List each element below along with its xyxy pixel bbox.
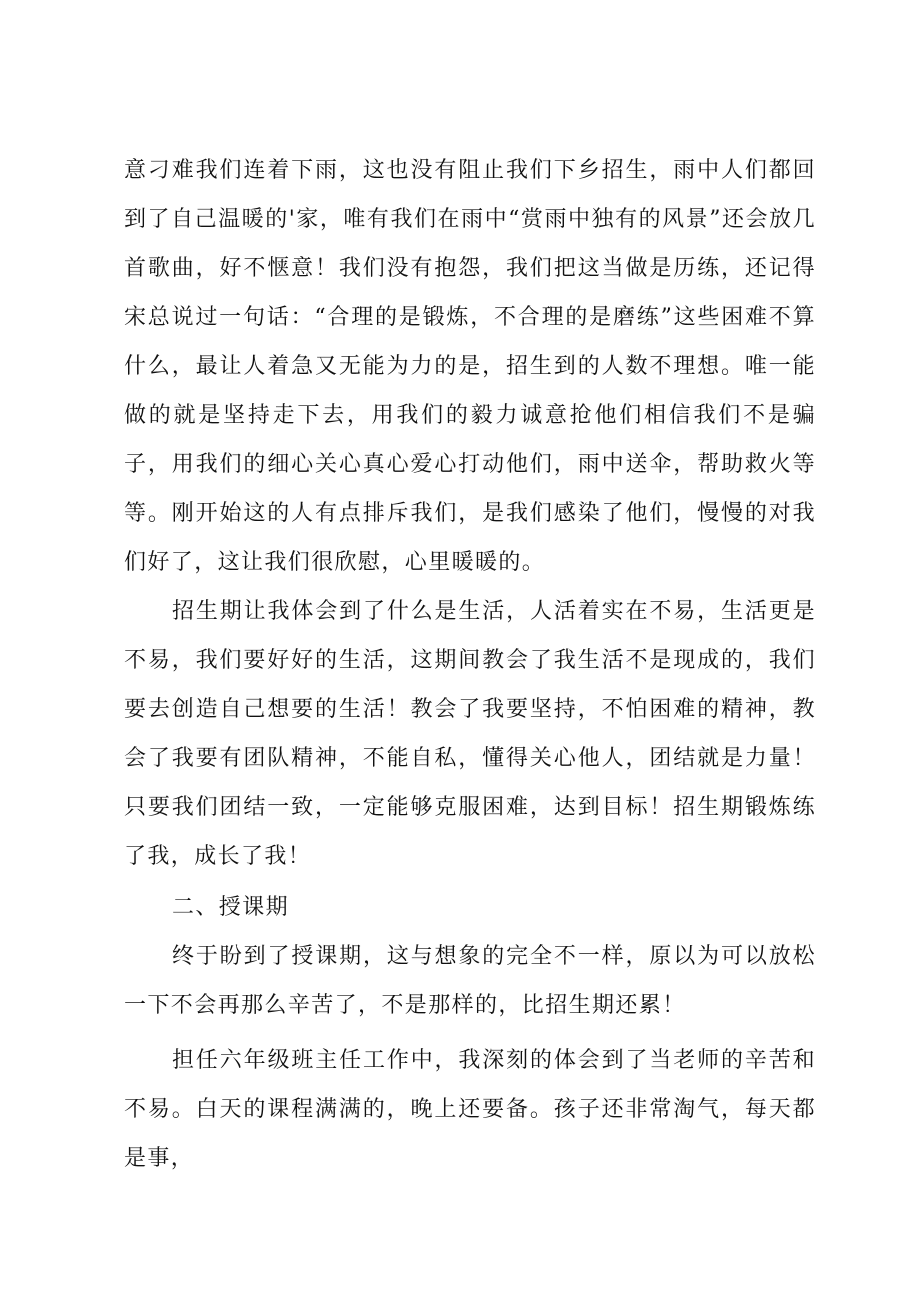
paragraph-continued: 意刁难我们连着下雨，这也没有阻止我们下乡招生，雨中人们都回到了自己温暖的'家，唯有我们在雨中“赏雨中独有的风景”还会放几首歌曲，好不惬意！我们没有抱怨，我们把这当做是历练，还记得宋总说过一句话：“合理的是锻炼，不合理的是磨练”这些困难不算什么，最让人着急又无能为力的是，招生到的人数不理想。唯一能做的就是坚持走下去，用我们的毅力诚意抢他们相信我们不是骗子，用我们的细心关心真心爱心打动他们，雨中送伞，帮助救火等等。刚开始这的人有点排斥我们，是我们感染了他们，慢慢的对我们好了，这让我们很欣慰，心里暖暖的。	[124, 158, 816, 575]
paragraph-teaching-intro: 终于盼到了授课期，这与想象的完全不一样，原以为可以放松一下不会再那么辛苦了，不是那样的，比招生期还累！	[124, 944, 816, 1018]
paragraph-head-teacher: 担任六年级班主任工作中，我深刻的体会到了当老师的辛苦和不易。白天的课程满满的，晚上还要备。孩子还非常淘气，每天都是事，	[124, 1048, 816, 1171]
section-heading-teaching-period: 二、授课期	[172, 895, 290, 920]
paragraph-enrollment-reflection: 招生期让我体会到了什么是生活，人活着实在不易，生活更是不易，我们要好好的生活，这期间教会了我生活不是现成的，我们要去创造自己想要的生活！教会了我要坚持，不怕困难的精神，教会了我要有团队精神，不能自私，懂得关心他人，团结就是力量！只要我们团结一致，一定能够克服困难，达到目标！招生期锻炼练了我，成长了我！	[124, 599, 816, 869]
document-body	[124, 146, 816, 1183]
